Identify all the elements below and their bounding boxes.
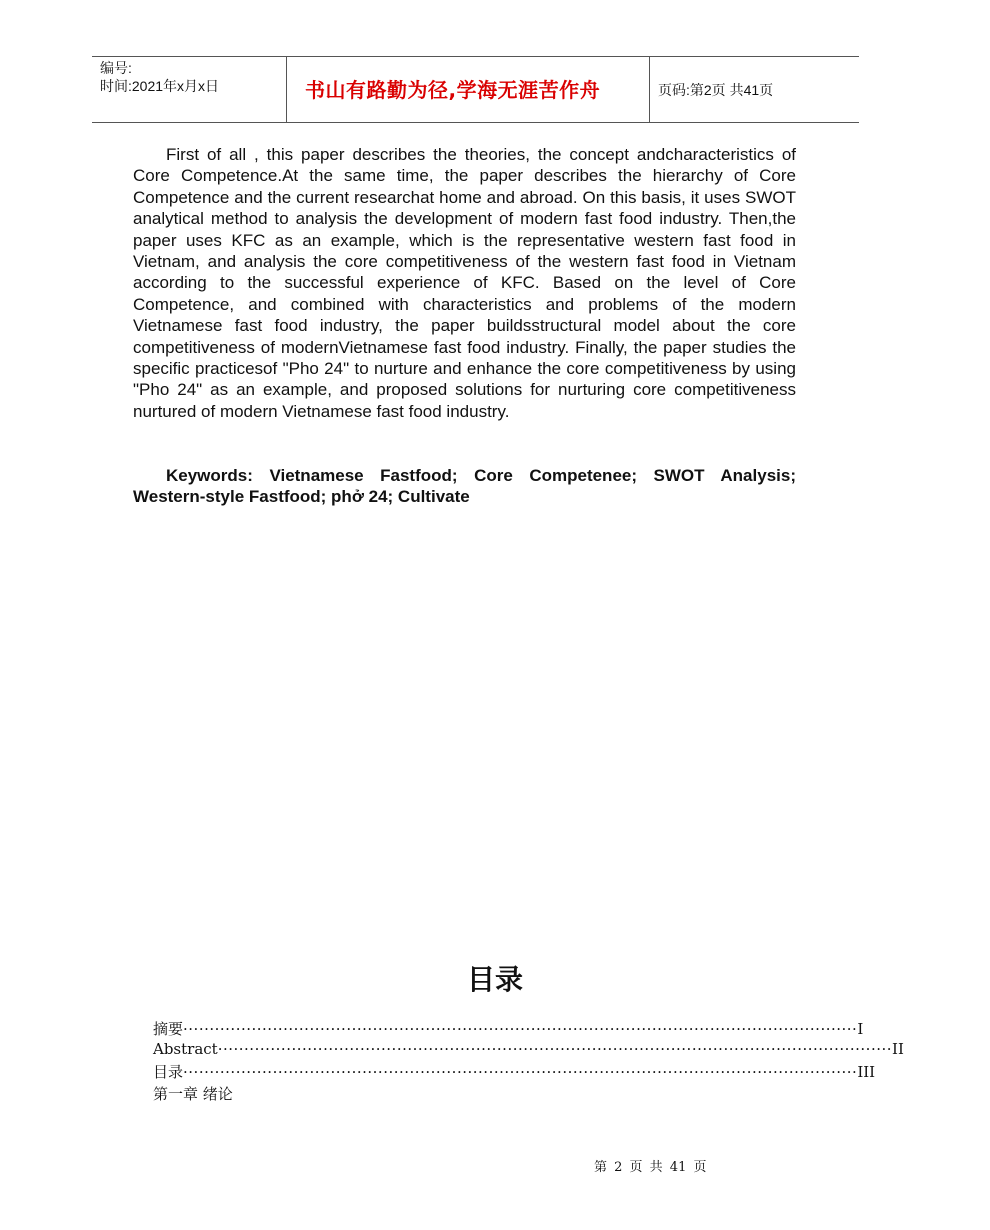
header-meta bbox=[100, 59, 219, 95]
toc-leader-dots: ································································································································ bbox=[183, 1063, 858, 1081]
toc-entry-label: 摘要 bbox=[153, 1020, 184, 1038]
serial-label: 编号: bbox=[100, 60, 132, 76]
toc-entry-page: II bbox=[892, 1039, 904, 1058]
keywords-paragraph bbox=[133, 465, 796, 508]
toc-entry[interactable] bbox=[153, 1061, 876, 1083]
table-of-contents bbox=[153, 1018, 904, 1104]
header-motto: 书山有路勤为径,学海无涯苦作舟 bbox=[305, 78, 601, 102]
abstract-paragraph: First of all , this paper describes the theories, the concept andcharacteristics of Core Competence.At the same time, the paper describes the hierarchy of Core Competence and the current researchat home and abroad. On this basis, it uses SWOT analytical method to analysis the development of modern fast food industry. Then,the paper uses KFC as an example, which is the representative western fast food in Vietnam, and analysis the core competitiveness of the western fast food in Vietnam according to the successful experience of KFC. Based on the level of Core Competence, and combined with characteristics and problems of the modern Vietnamese fast food industry, the paper buildsstructural model about the core competitiveness of modernVietnamese fast food industry. Finally, the paper studies the specific practicesof "Pho 24" to nurture and enhance the core competitiveness by using "Pho 24" as an example, and proposed solutions for nurturing core competitiveness nurtured of modern Vietnamese fast food industry. bbox=[133, 145, 796, 421]
keywords-text: Vietnamese Fastfood; Core Competenee; SWOT Analysis; Western-style Fastfood; phở 24; Cultivate bbox=[133, 466, 796, 507]
keywords-label: Keywords: bbox=[166, 466, 253, 485]
toc-entry-label: 目录 bbox=[153, 1063, 184, 1081]
toc-leader-dots: ································································································································ bbox=[183, 1020, 858, 1038]
header-top-rule bbox=[92, 56, 859, 57]
toc-entry[interactable] bbox=[153, 1039, 904, 1062]
toc-entry[interactable] bbox=[153, 1018, 864, 1040]
page-footer: 第 2 页 共 41 页 bbox=[594, 1160, 707, 1175]
time-label: 时间:2021年x月x日 bbox=[100, 78, 220, 94]
header-divider bbox=[286, 56, 287, 123]
toc-title: 目录 bbox=[466, 963, 523, 996]
toc-entry-label: 第一章 绪论 bbox=[153, 1084, 233, 1103]
header-bottom-rule bbox=[92, 122, 859, 123]
toc-leader-dots: ································································································································ bbox=[217, 1039, 893, 1058]
toc-entry[interactable] bbox=[153, 1083, 833, 1105]
toc-entry-page: I bbox=[857, 1020, 864, 1038]
header-divider bbox=[649, 56, 650, 123]
toc-entry-page: III bbox=[857, 1063, 876, 1081]
header-page-info: 页码:第2页 共41页 bbox=[658, 82, 774, 98]
toc-entry-label: Abstract bbox=[153, 1039, 218, 1058]
